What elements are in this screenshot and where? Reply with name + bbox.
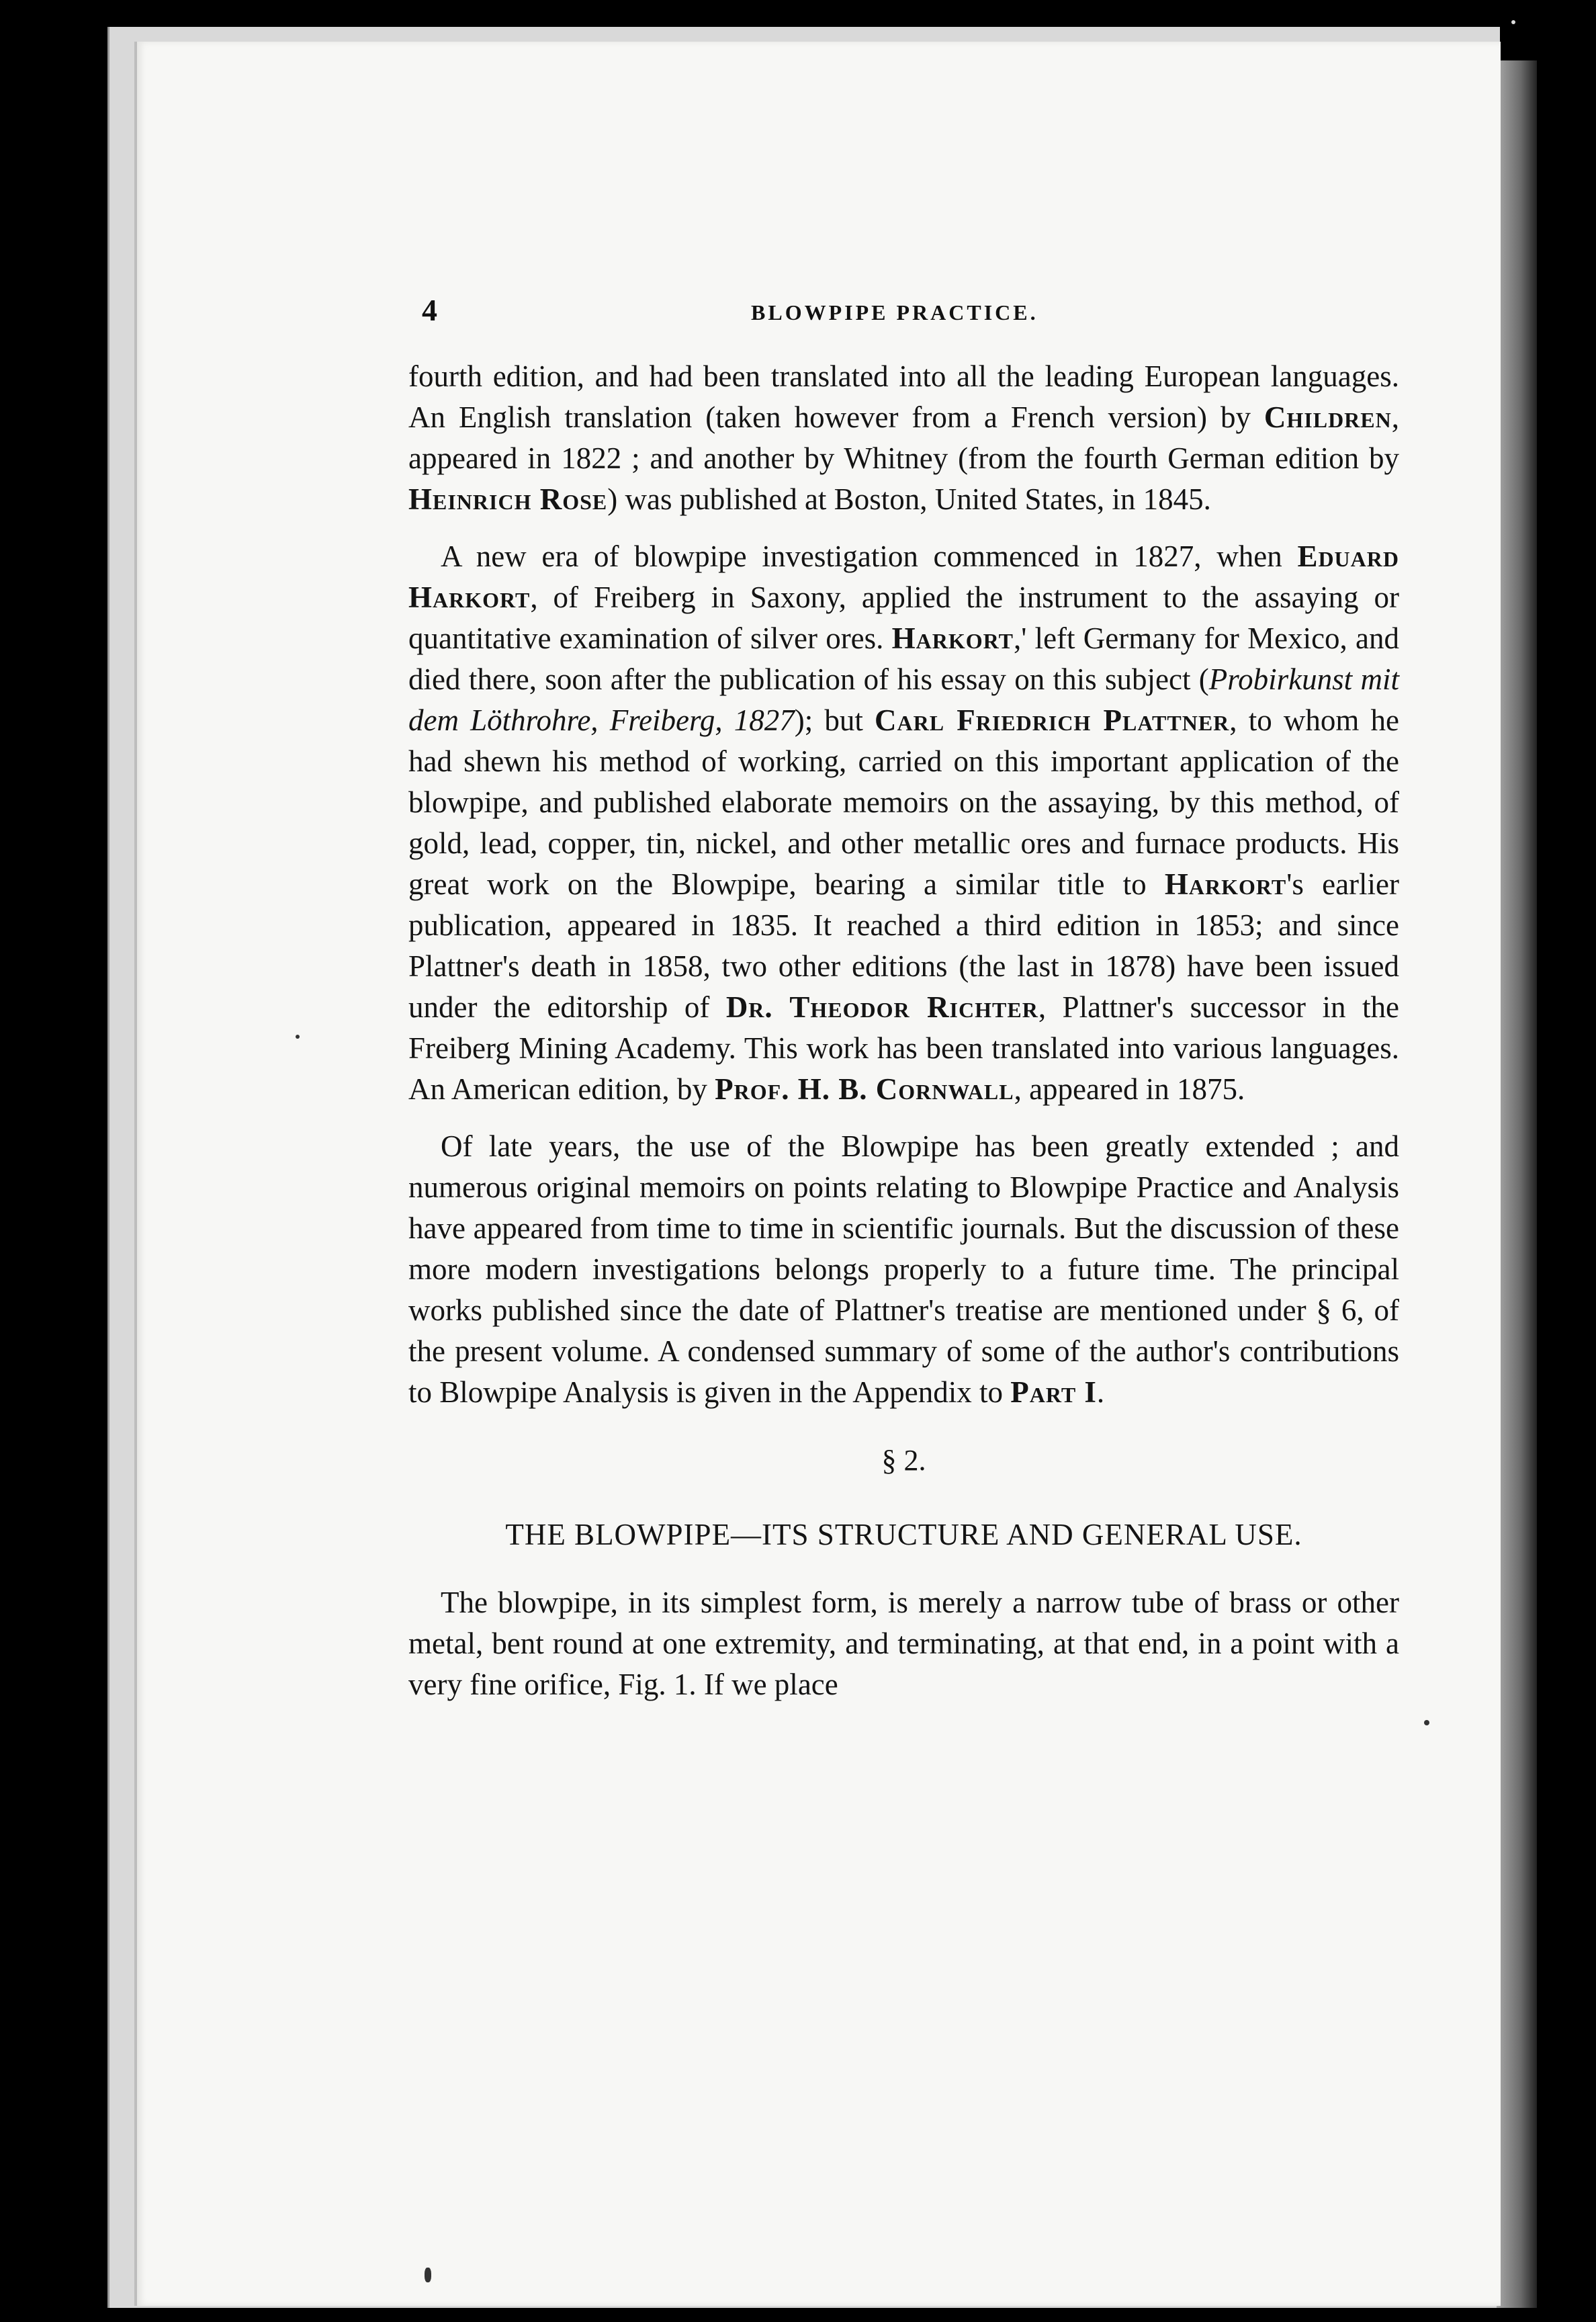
paragraph-recent-works: [408, 1126, 1399, 1413]
text-run: The blowpipe, in its simplest form, is merely a narrow tube of brass or other metal, bent round at one extremity, and terminating, at that end, in a point with a very fine orifice, Fig. 1. If we place: [408, 1586, 1399, 1701]
name-cornwall: Prof. H. B. Cornwall: [715, 1072, 1014, 1106]
text-run: Of late years, the use of the Blowpipe has been greatly extended ; and numerous original memoirs on points relating to Blowpipe Practice and Analysis have appeared from time to time in scientific journals. But the discussion of these more modern investigations belongs properly to a future time. The principal works published since the date of Plattner's treatise are mentioned under § 6, of the present volume. A condensed summary of some of the author's contributions to Blowpipe Analysis is given in the Appendix to: [408, 1129, 1399, 1409]
text-run: fourth edition, and had been translated into all the leading European languages. An English translation (taken however from a French version) by: [408, 359, 1399, 434]
name-harkort-2: Harkort: [1164, 867, 1287, 901]
text-run: ) was published at Boston, United States, in 1845.: [607, 482, 1211, 516]
part-reference: Part I: [1010, 1375, 1097, 1409]
text-run: , appeared in 1875.: [1014, 1072, 1245, 1106]
name-heinrich-rose: Heinrich Rose: [408, 482, 608, 516]
name-children: Children: [1264, 400, 1392, 434]
book-edge-shadow: [1497, 60, 1537, 2308]
text-run: ,' left Germany for Mexico, and died there, soon after the publication of his essay on this subject (: [408, 621, 1399, 696]
name-carl-friedrich-plattner: Carl Friedrich Plattner: [875, 703, 1230, 737]
text-run: ); but: [794, 703, 875, 737]
page-number: 4: [422, 293, 437, 327]
text-run: , Plattner's successor in the Freiberg Mining Academy. This work has been translated into various languages. An American edition, by: [408, 990, 1399, 1106]
running-title: BLOWPIPE PRACTICE.: [751, 300, 1038, 325]
book-title-probirkunst: Probirkunst mit dem Löthrohre, Freiberg, 1827: [408, 662, 1399, 737]
name-harkort: Harkort: [891, 621, 1014, 655]
section-heading: THE BLOWPIPE—ITS STRUCTURE AND GENERAL USE.: [505, 1518, 1302, 1551]
section-number: § 2.: [881, 1444, 926, 1477]
scan-speck: [1424, 1720, 1429, 1725]
text-run: .: [1096, 1375, 1105, 1409]
text-run: , of Freiberg in Saxony, applied the instrument to the assaying or quantitative examination of silver ores.: [408, 580, 1399, 655]
scan-speck: [425, 2268, 431, 2282]
scan-speck: [296, 1035, 300, 1039]
text-run: 's earlier publication, appeared in 1835. It reached a third edition in 1853; and since Plattner's death in 1858, two other editions (the last in 1878) have been issued under the editorship of: [408, 867, 1400, 1024]
paragraph-continued: [408, 356, 1399, 520]
name-eduard-harkort: Eduard Harkort: [408, 540, 1399, 614]
paragraph-blowpipe-description: [408, 1582, 1399, 1705]
scan-speck: [1511, 20, 1515, 24]
page-body: [408, 356, 1399, 1721]
text-run: , appeared in 1822 ; and another by Whitney (from the fourth German edition by: [408, 400, 1399, 475]
paragraph-history: [408, 536, 1399, 1110]
text-run: A new era of blowpipe investigation commenced in 1827, when: [441, 540, 1298, 573]
name-theodor-richter: Dr. Theodor Richter: [725, 990, 1038, 1024]
text-run: , to whom he had shewn his method of working, carried on this important application of the blowpipe, and published elaborate memoirs on the assaying, by this method, of gold, lead, copper, tin, nickel, and other metallic ores and furnace products. His great work on the Blowpipe, bearing a similar title to: [408, 703, 1399, 901]
running-head: [422, 292, 1396, 333]
